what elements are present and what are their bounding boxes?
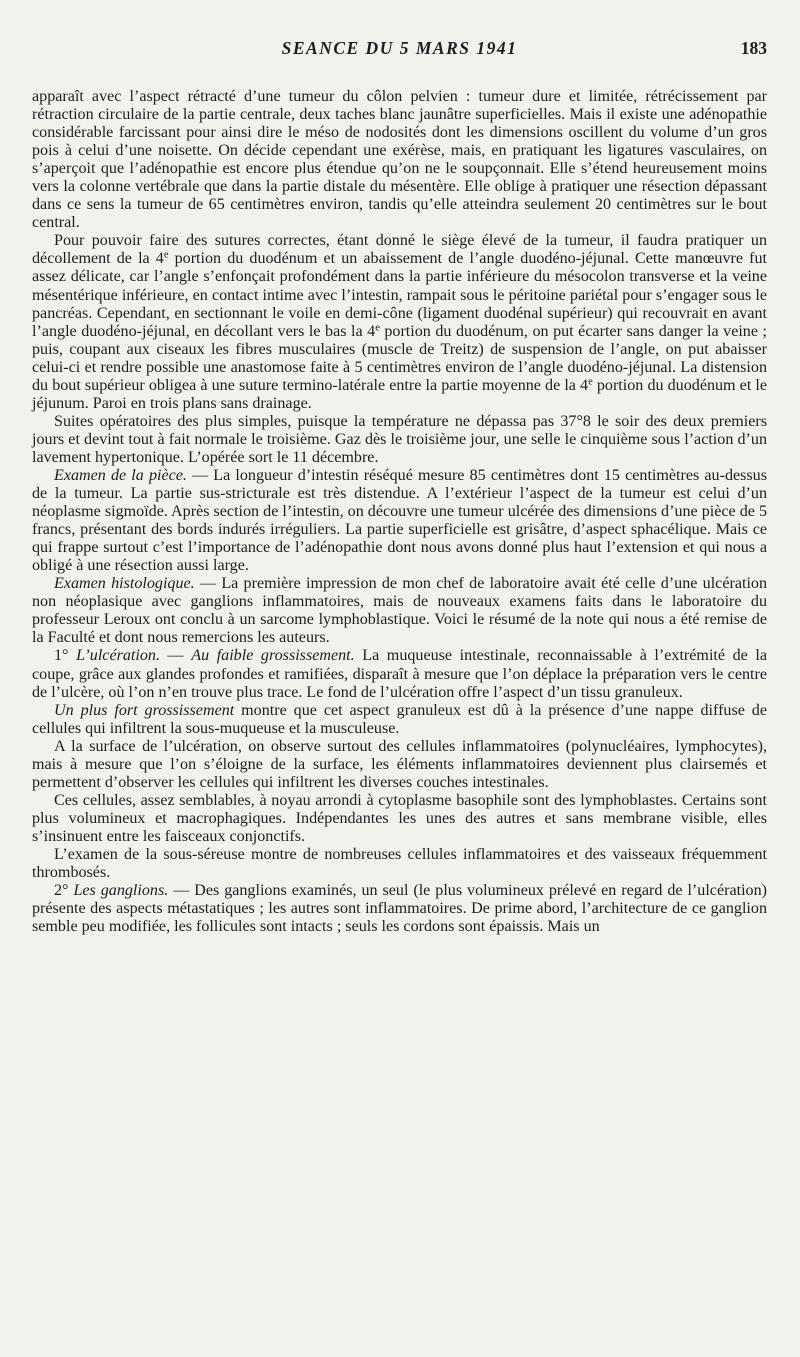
text-run: Ces cellules, assez semblables, à noyau arrondi à cytoplasme basophile sont des lymphoblastes. Certains sont plus volumineux et macrophagiques. Indépendantes les unes des autres et sans membrane visible, elles s’insinuent entre les faisceaux conjonctifs. <box>32 791 767 845</box>
superscript: e <box>375 321 380 333</box>
text-run: 1° <box>54 647 77 665</box>
paragraph <box>32 467 767 575</box>
text-run: — Des ganglions examinés, un seul (le plus volumineux prélevé en regard de l’ulcération) présente des aspects métastatiques ; les autres sont inflammatoires. De prime abord, l’architecture de ce ganglion semble peu modifiée, les follicules sont intacts ; seuls les cordons sont épaissis. Mais un <box>32 882 767 936</box>
superscript: e <box>163 249 169 261</box>
text-run: apparaît avec l’aspect rétracté d’une tumeur du côlon pelvien : tumeur dure et limitée, rétrécissement par rétraction circulaire de la partie centrale, deux taches blanc jaunâtre superficielles. Mais il existe une adénopathie considérable farcissant pour ainsi dire le méso de nodosités dont les dimensions oscillent du volume d’un gros pois à celui d’une noisette. On décide cependant une exérèse, mais, en pratiquant les ligatures vasculaires, on s’aperçoit que l’adénopathie est encore plus étendue qu’on ne le soupçonnait. Elle s’étend heureusement moins vers la colonne vertébrale que dans la partie distale du mésentère. Elle oblige à pratiquer une résection dépassant dans ce sens la tumeur de 65 centimètres environ, tandis qu’elle atteindra seulement 20 centimètres sur le bout central. <box>32 88 767 232</box>
paragraph <box>32 232 767 412</box>
paragraph <box>32 575 767 647</box>
article-body <box>32 88 767 936</box>
italic-text: Un plus fort grossissement <box>54 701 235 719</box>
paragraph <box>32 88 767 232</box>
paragraph <box>32 846 767 882</box>
text-run: 2° <box>54 882 74 900</box>
paragraph <box>32 792 767 846</box>
italic-text: Les ganglions. <box>73 882 169 900</box>
text-run: L’examen de la sous-séreuse montre de nombreuses cellules inflammatoires et des vaisseaux fréquemment thrombosés. <box>32 845 767 882</box>
text-run: Pour pouvoir faire des sutures correctes, étant donné le siège élevé de la tumeur, il faudra pratiquer un décollement de la 4 <box>32 232 767 268</box>
paragraph <box>32 702 767 738</box>
running-header <box>32 38 767 60</box>
paragraph <box>32 882 767 936</box>
text-run: Suites opératoires des plus simples, puisque la température ne dépassa pas 37°8 le soir des deux premiers jours et devint tout à fait normale le troisième. Gaz dès le troisième jour, une selle le cinquième sous l’action d’un lavement hypertonique. L’opérée sort le 11 décembre. <box>32 412 767 466</box>
text-run: — La longueur d’intestin réséqué mesure 85 centimètres dont 15 centimètres au-dessus de la tumeur. La partie sus-stricturale est très distendue. A l’extérieur l’aspect de la tumeur est celui d’un néoplasme sigmoïde. Après section de l’intestin, on découvre une tumeur ulcérée des dimensions d’une pièce de 5 francs, présentant des bords indurés irréguliers. La partie superficielle est grisâtre, d’aspect sphacélique. Mais ce qui frappe surtout c’est l’importance de l’adénopathie dont nous avons donné plus haut l’extension et qui nous a obligé à une résection aussi large. <box>32 466 767 575</box>
text-run: — <box>159 647 192 665</box>
text-run: portion du duodénum et le jéjunum. Paroi en trois plans sans drainage. <box>32 376 768 412</box>
text-run: montre que cet aspect granuleux est dû à la présence d’une nappe diffuse de cellules qui infiltrent la sous-muqueuse et la musculeuse. <box>32 701 767 737</box>
text-run: — La première impression de mon chef de laboratoire avait été celle d’une ulcération non néoplasique avec ganglions inflammatoires, mais de nouveaux examens faits dans le laboratoire du professeur Leroux ont conclu à un sarcome lymphoblastique. Voici le résumé de la note qui nous a été remise de la Faculté et dont nous remercions les auteurs. <box>32 575 768 647</box>
italic-text: Examen de la pièce. <box>54 466 187 484</box>
page-number: 183 <box>740 38 767 58</box>
paragraph <box>32 413 767 467</box>
text-run: A la surface de l’ulcération, on observe surtout des cellules inflammatoires (polynucléaires, lymphocytes), mais à mesure que l’on s’éloigne de la surface, les éléments inflammatoires deviennent plus clairsemés et permettent d’observer les cellules qui infiltrent les diverses couches intestinales. <box>32 737 767 791</box>
italic-text: Au faible grossissement. <box>191 647 355 665</box>
text-run: portion du duodénum et un abaissement de l’angle duodéno-jéjunal. Cette manœuvre fut assez délicate, car l’angle s’enfonçait profondément dans la partie inférieure du mésocolon transverse et la veine mésentérique inférieure, en contact intime avec l’intestin, rampait sous le péritoine pariétal pour s’engager sous le pancréas. Cependant, en sectionnant le voile en demi-cône (ligament duodénal supérieur) qui recouvrait en avant l’angle duodéno-jéjunal, en décollant vers le bas la 4 <box>32 250 767 340</box>
paragraph <box>32 738 767 792</box>
italic-text: Examen histologique. <box>54 575 195 593</box>
paragraph <box>32 647 767 701</box>
text-run: La muqueuse intestinale, reconnaissable à l’extrémité de la coupe, grâce aux glandes profondes et ramifiées, disparaît à mesure que l’on déplace la préparation vers le centre de l’ulcère, où l’on n’en trouve plus trace. Le fond de l’ulcération offre l’aspect d’un tissu granuleux. <box>32 647 768 701</box>
superscript: e <box>588 376 593 387</box>
text-run: portion du duodénum, on put écarter sans danger la veine ; puis, coupant aux ciseaux les fibres musculaires (muscle de Treitz) de suspension de l’angle, on put abaisser celui-ci et rendre possible une anastomose faite à 5 centimètres environ de l’angle duodéno-jéjunal. La distension du bout supérieur obligea à une suture termino-latérale entre la partie moyenne de la 4 <box>32 322 767 394</box>
italic-text: L’ulcération. <box>76 647 160 665</box>
running-title: SEANCE DU 5 MARS 1941 <box>281 38 518 58</box>
